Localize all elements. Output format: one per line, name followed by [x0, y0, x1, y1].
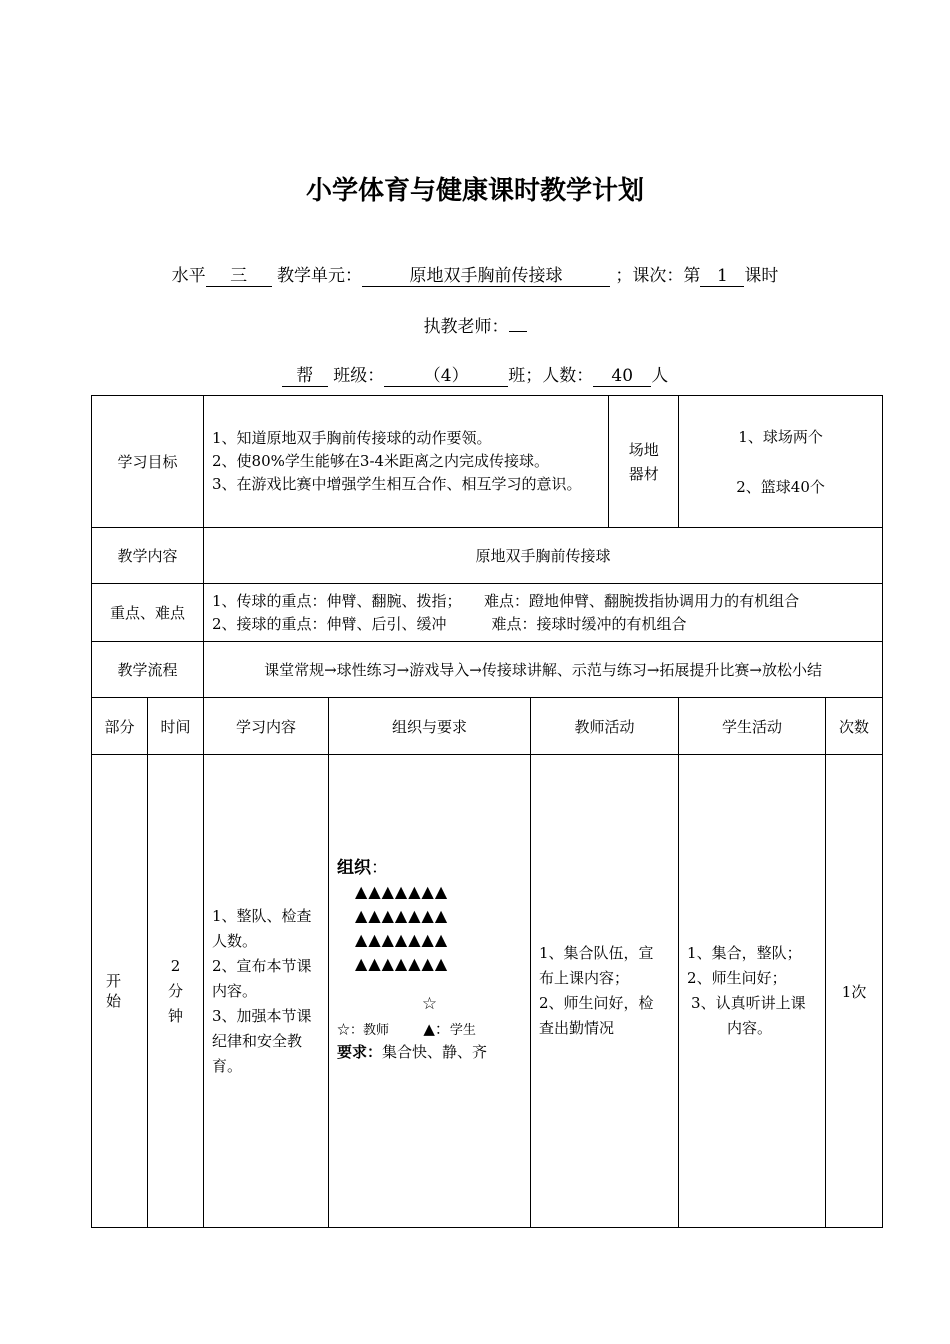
legend-student: 学生 — [449, 1022, 476, 1038]
lesson-label: ；课次：第 — [615, 266, 701, 286]
formation-legend — [337, 1018, 522, 1039]
flow-row — [92, 642, 883, 698]
keypoints-row — [92, 584, 883, 642]
goals-inner-table — [204, 396, 679, 527]
class-label: 班级： — [333, 366, 385, 386]
header-line-2 — [0, 312, 950, 337]
organization-cell: 组织： ▲▲▲▲▲▲▲ ▲▲▲▲▲▲▲ ▲▲▲▲▲▲▲ ▲▲▲▲▲▲▲ ☆ ☆：教师 ▲：学生 要求：集合快、静、齐 — [329, 755, 531, 1228]
goal-item: 3、在游戏比赛中增强学生相互合作、相互学习的意识。 — [212, 475, 582, 493]
goal-item: 1、知道原地双手胸前传接球的动作要领。 — [212, 429, 492, 447]
keypoints-list — [204, 584, 883, 642]
student-activity: 1、集合，整队； 2、师生问好； 3、认真听讲上课 内容。 — [679, 755, 826, 1228]
keypoints-label: 重点、难点 — [92, 584, 204, 642]
keypoint-line: 1、传球的重点：伸臂、翻腕、拨指； 难点：蹬地伸臂、翻腕拨指协调用力的有机组合 — [212, 591, 800, 610]
legend-student-icon: ▲： — [423, 1019, 450, 1038]
teacher-position-icon: ☆ — [421, 993, 438, 1014]
formation — [337, 880, 522, 976]
legend-teacher: ☆：教师 — [337, 1022, 390, 1038]
venue-items — [679, 396, 883, 528]
unit-label: 教学单元： — [277, 266, 362, 286]
goals-label: 学习目标 — [92, 396, 204, 528]
col-header-teacher: 教师活动 — [531, 698, 679, 755]
start-section-row — [92, 755, 883, 1228]
keypoint-line: 2、接球的重点：伸臂、后引、缓冲 难点：接球时缓冲的有机组合 — [212, 614, 687, 633]
formation-row: ▲▲▲▲▲▲▲ — [355, 905, 449, 925]
venue-label: 场地 器材 — [628, 440, 659, 483]
col-header-student: 学生活动 — [679, 698, 826, 755]
teacher-label: 执教老师： — [423, 317, 509, 337]
col-header-count: 次数 — [826, 698, 883, 755]
class-suffix: 班；人数： — [508, 366, 594, 386]
col-header-time: 时间 — [148, 698, 204, 755]
col-header-part: 部分 — [92, 698, 148, 755]
level-label: 水平 — [171, 266, 206, 286]
page-title: 小学体育与健康课时教学计划 — [305, 176, 644, 206]
repetition-count: 1次 — [826, 755, 883, 1228]
flow-value: 课堂常规→球性练习→游戏导入→传接球讲解、示范与练习→拓展提升比赛→放松小结 — [204, 642, 883, 698]
req-value: 集合快、静、齐 — [382, 1042, 488, 1061]
goals-list — [204, 396, 608, 527]
time-start: 2 分 钟 — [148, 755, 204, 1228]
goal-item: 2、使80%学生能够在3-4米距离之内完成传接球。 — [212, 452, 550, 470]
formation-row: ▲▲▲▲▲▲▲ — [355, 881, 449, 901]
content-row — [92, 528, 883, 584]
venue-item: 1、球场两个 — [738, 427, 823, 446]
goals-row — [92, 396, 883, 528]
teacher-value — [509, 331, 527, 332]
learning-content: 1、整队、检查 人数。 2、宣布本节课 内容。 3、加强本节课 纪律和安全教 育。 — [204, 755, 329, 1228]
class-value: （4） — [384, 366, 508, 387]
count-suffix: 人 — [651, 366, 669, 386]
requirements — [337, 1041, 522, 1062]
level-value: 三 — [206, 266, 272, 287]
lesson-plan-table — [91, 395, 883, 1228]
unit-value: 原地双手胸前传接球 — [362, 266, 610, 287]
lesson-value: 1 — [700, 266, 744, 287]
formation-row: ▲▲▲▲▲▲▲ — [355, 929, 449, 949]
school-value: 帮 — [282, 366, 328, 387]
header-line-1 — [0, 261, 950, 287]
content-value: 原地双手胸前传接球 — [204, 528, 883, 584]
col-header-organization: 组织与要求 — [329, 698, 531, 755]
header-line-3 — [0, 361, 950, 387]
part-start: 开 始 — [92, 755, 148, 1228]
org-label: 组织 — [337, 857, 372, 878]
req-label: 要求： — [337, 1042, 383, 1061]
col-header-content: 学习内容 — [204, 698, 329, 755]
formation-row: ▲▲▲▲▲▲▲ — [355, 953, 449, 973]
count-value: 40 — [593, 366, 651, 387]
venue-item: 2、篮球40个 — [736, 477, 825, 496]
lesson-suffix: 课时 — [744, 266, 779, 286]
content-label: 教学内容 — [92, 528, 204, 584]
flow-label: 教学流程 — [92, 642, 204, 698]
column-header-row — [92, 698, 883, 755]
teacher-activity: 1、集合队伍，宣 布上课内容； 2、师生问好，检 查出勤情况 — [531, 755, 679, 1228]
